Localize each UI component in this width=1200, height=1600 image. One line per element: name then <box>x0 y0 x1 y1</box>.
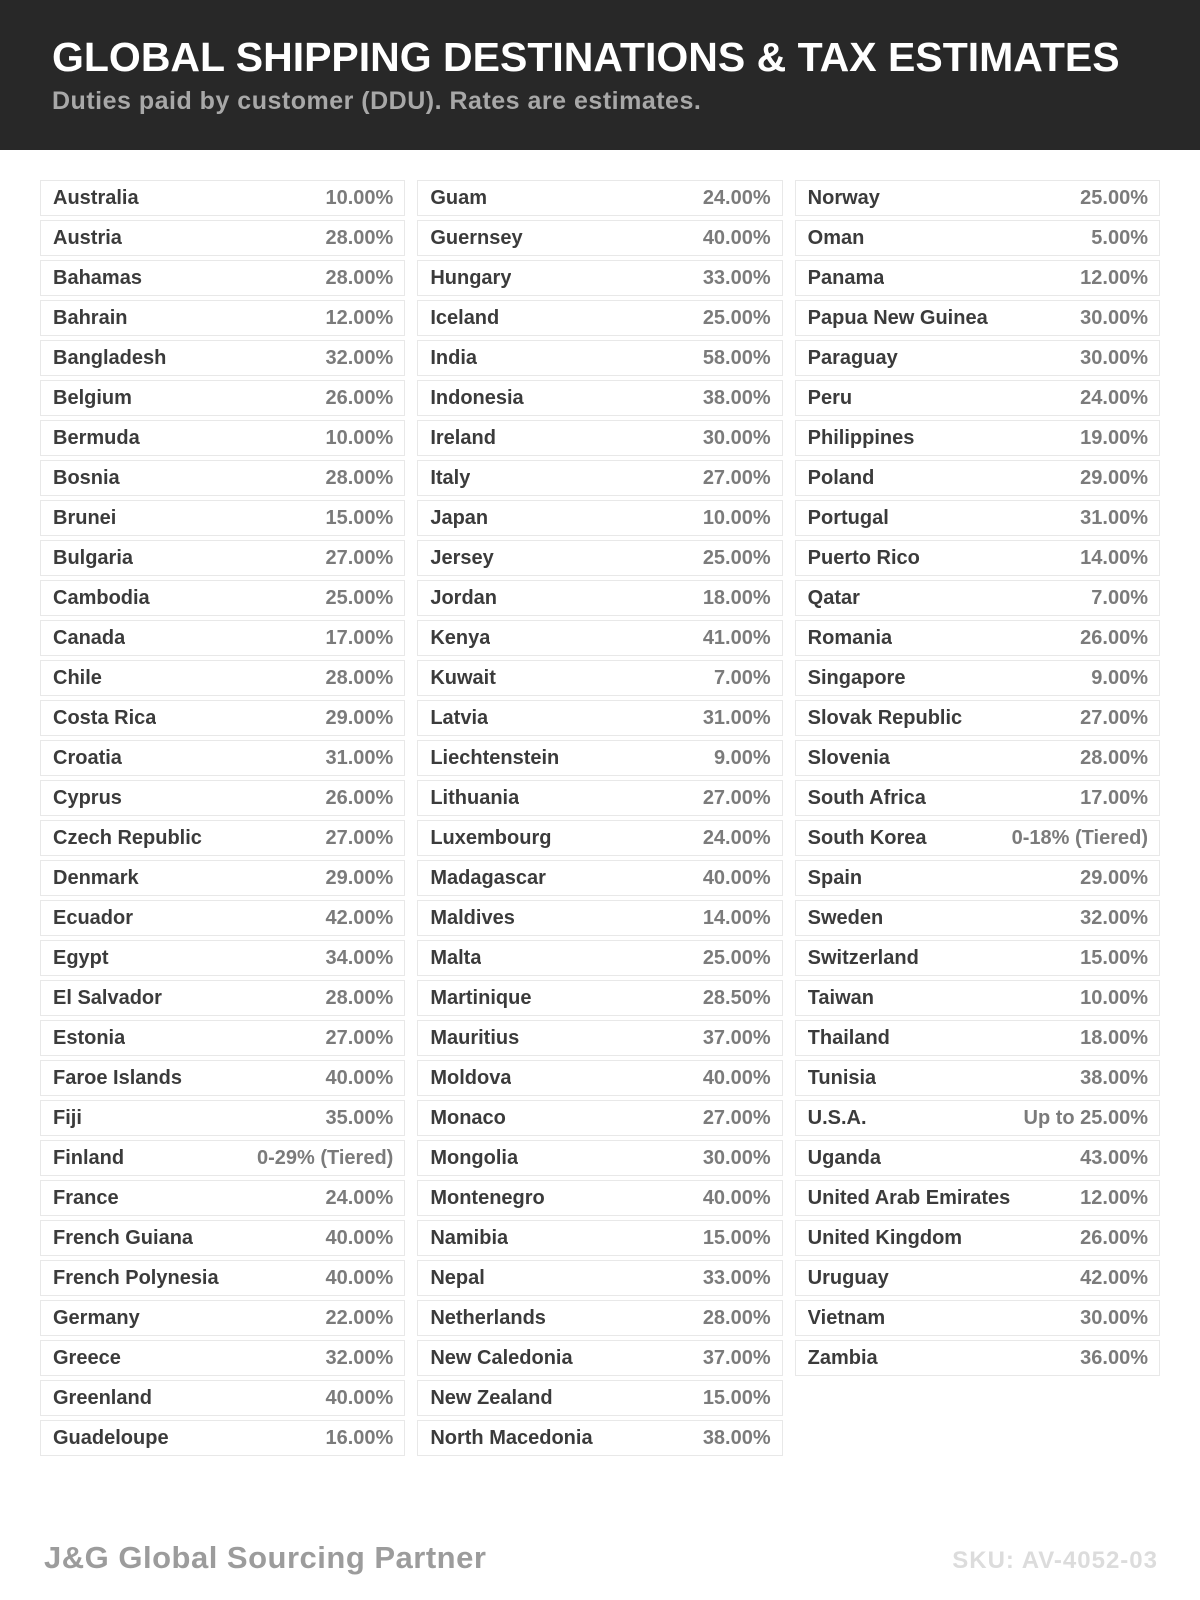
rate-row <box>795 660 1160 696</box>
rate-row <box>40 1060 405 1096</box>
tax-rate: 40.00% <box>325 1066 394 1089</box>
tax-rate: 29.00% <box>325 866 394 889</box>
rate-row <box>795 1140 1160 1176</box>
tax-rate: 38.00% <box>702 386 771 409</box>
tax-rate: 5.00% <box>1091 226 1148 249</box>
tax-rate: Up to 25.00% <box>1023 1106 1148 1129</box>
rate-row <box>417 1420 782 1456</box>
rate-row <box>40 1220 405 1256</box>
tax-rate: 16.00% <box>325 1426 394 1449</box>
rate-row <box>795 980 1160 1016</box>
rate-row <box>40 340 405 376</box>
country-name: Bahrain <box>53 306 128 329</box>
rate-row <box>417 780 782 816</box>
country-name: Bahamas <box>53 266 142 289</box>
rates-column-3 <box>795 180 1160 1460</box>
rate-row <box>795 180 1160 216</box>
rate-row <box>417 940 782 976</box>
rate-row <box>417 900 782 936</box>
tax-rate: 33.00% <box>702 266 771 289</box>
country-name: Bulgaria <box>53 546 134 569</box>
country-name: Chile <box>53 666 102 689</box>
country-name: Greece <box>53 1346 121 1369</box>
rate-row <box>795 220 1160 256</box>
rate-row <box>40 700 405 736</box>
rate-row <box>40 1020 405 1056</box>
country-name: Malta <box>430 946 482 969</box>
rate-row <box>40 660 405 696</box>
country-name: Cambodia <box>53 586 150 609</box>
country-name: Poland <box>807 466 875 489</box>
country-name: Monaco <box>430 1106 506 1129</box>
country-name: Lithuania <box>430 786 520 809</box>
rate-row <box>795 300 1160 336</box>
rate-row <box>795 1100 1160 1136</box>
country-name: Latvia <box>430 706 489 729</box>
tax-rate: 32.00% <box>325 346 394 369</box>
tax-rate: 10.00% <box>702 506 771 529</box>
rate-row <box>417 820 782 856</box>
rate-row <box>40 620 405 656</box>
country-name: Nepal <box>430 1266 485 1289</box>
country-name: Uruguay <box>807 1266 889 1289</box>
tax-rate: 0-18% (Tiered) <box>1011 826 1148 849</box>
tax-rate: 40.00% <box>325 1386 394 1409</box>
tax-rate: 14.00% <box>1080 546 1148 569</box>
country-name: Tunisia <box>807 1066 877 1089</box>
tax-rate: 37.00% <box>702 1026 771 1049</box>
country-name: South Korea <box>807 826 927 849</box>
rate-row <box>417 1260 782 1296</box>
country-name: Mongolia <box>430 1146 519 1169</box>
page-footer <box>0 1540 1200 1576</box>
country-name: Iceland <box>430 306 500 329</box>
country-name: Ireland <box>430 426 496 449</box>
tax-rate: 40.00% <box>325 1226 394 1249</box>
page-subtitle: Duties paid by customer (DDU). Rates are estimates. <box>52 87 702 116</box>
tax-rate: 26.00% <box>325 786 394 809</box>
rate-row <box>417 380 782 416</box>
tax-rate: 28.00% <box>325 466 394 489</box>
tax-rate: 28.00% <box>325 986 394 1009</box>
rate-row <box>40 780 405 816</box>
tax-rate: 38.00% <box>702 1426 771 1449</box>
tax-rate: 27.00% <box>702 466 771 489</box>
rate-row <box>795 1060 1160 1096</box>
tax-rate: 30.00% <box>702 426 771 449</box>
rate-row <box>417 1100 782 1136</box>
tax-rate: 30.00% <box>702 1146 771 1169</box>
country-name: New Caledonia <box>430 1346 573 1369</box>
rate-row <box>417 1380 782 1416</box>
rate-row <box>417 540 782 576</box>
tax-rate: 10.00% <box>325 186 394 209</box>
country-name: Bangladesh <box>53 346 167 369</box>
tax-rate: 24.00% <box>1080 386 1148 409</box>
tax-rate: 25.00% <box>702 946 771 969</box>
tax-rate: 12.00% <box>1080 1186 1148 1209</box>
country-name: United Kingdom <box>807 1226 963 1249</box>
country-name: Denmark <box>53 866 139 889</box>
country-name: Guernsey <box>430 226 523 249</box>
rate-row <box>795 1220 1160 1256</box>
tax-rate: 18.00% <box>1080 1026 1148 1049</box>
country-name: Taiwan <box>807 986 874 1009</box>
page-title: GLOBAL SHIPPING DESTINATIONS & TAX ESTIMATES <box>52 34 1120 80</box>
rate-row <box>795 940 1160 976</box>
rate-row <box>795 1340 1160 1376</box>
rate-row <box>40 1300 405 1336</box>
rate-row <box>795 540 1160 576</box>
rate-row <box>795 340 1160 376</box>
tax-rate: 31.00% <box>325 746 394 769</box>
tax-rate: 58.00% <box>702 346 771 369</box>
rate-row <box>417 1140 782 1176</box>
rate-row <box>417 340 782 376</box>
country-name: Greenland <box>53 1386 152 1409</box>
tax-rate: 36.00% <box>1080 1346 1148 1369</box>
rate-row <box>40 740 405 776</box>
country-name: Vietnam <box>807 1306 886 1329</box>
tax-rate: 7.00% <box>1091 586 1148 609</box>
country-name: Namibia <box>430 1226 509 1249</box>
rate-row <box>40 260 405 296</box>
tax-rate: 0-29% (Tiered) <box>256 1146 394 1169</box>
rates-column-2 <box>417 180 782 1460</box>
rate-row <box>795 820 1160 856</box>
rate-row <box>417 860 782 896</box>
rate-row <box>795 1260 1160 1296</box>
country-name: India <box>430 346 477 369</box>
rate-row <box>417 260 782 296</box>
tax-rate: 19.00% <box>1080 426 1148 449</box>
tax-rate: 25.00% <box>1080 186 1148 209</box>
rate-row <box>417 700 782 736</box>
rate-row <box>40 580 405 616</box>
tax-rate: 25.00% <box>325 586 394 609</box>
page-header <box>0 0 1200 150</box>
tax-rate: 27.00% <box>702 1106 771 1129</box>
country-name: Guadeloupe <box>53 1426 169 1449</box>
tax-rate: 15.00% <box>325 506 394 529</box>
country-name: Oman <box>807 226 865 249</box>
tax-rate: 42.00% <box>1080 1266 1148 1289</box>
country-name: Mauritius <box>430 1026 520 1049</box>
tax-rate: 40.00% <box>702 1066 771 1089</box>
brand-name: J&G Global Sourcing Partner <box>44 1540 487 1575</box>
tax-rate: 31.00% <box>1080 506 1148 529</box>
rate-row <box>40 1380 405 1416</box>
rate-row <box>40 900 405 936</box>
country-name: Finland <box>53 1146 125 1169</box>
tax-rate: 42.00% <box>325 906 394 929</box>
shipping-rates-table <box>0 180 1200 1460</box>
rate-row <box>417 620 782 656</box>
tax-rate: 25.00% <box>702 546 771 569</box>
country-name: Egypt <box>53 946 109 969</box>
tax-rate: 27.00% <box>702 786 771 809</box>
rate-row <box>795 700 1160 736</box>
tax-rate: 29.00% <box>325 706 394 729</box>
country-name: Maldives <box>430 906 515 929</box>
tax-rate: 26.00% <box>1080 626 1148 649</box>
tax-rate: 40.00% <box>702 1186 771 1209</box>
tax-rate: 32.00% <box>325 1346 394 1369</box>
country-name: United Arab Emirates <box>807 1186 1011 1209</box>
tax-rate: 30.00% <box>1080 346 1148 369</box>
country-name: Fiji <box>53 1106 82 1129</box>
country-name: Qatar <box>807 586 860 609</box>
tax-rate: 33.00% <box>702 1266 771 1289</box>
rate-row <box>417 1020 782 1056</box>
tax-rate: 17.00% <box>1080 786 1148 809</box>
country-name: Portugal <box>807 506 889 529</box>
tax-rate: 30.00% <box>1080 306 1148 329</box>
country-name: Guam <box>430 186 488 209</box>
rate-row <box>417 500 782 536</box>
country-name: Canada <box>53 626 126 649</box>
rate-row <box>795 900 1160 936</box>
rate-row <box>417 1060 782 1096</box>
tax-rate: 12.00% <box>1080 266 1148 289</box>
tax-rate: 27.00% <box>325 546 394 569</box>
country-name: Singapore <box>807 666 906 689</box>
rate-row <box>40 820 405 856</box>
country-name: Belgium <box>53 386 132 409</box>
country-name: Thailand <box>807 1026 890 1049</box>
country-name: Panama <box>807 266 885 289</box>
country-name: Romania <box>807 626 893 649</box>
tax-rate: 31.00% <box>702 706 771 729</box>
country-name: Jersey <box>430 546 494 569</box>
rate-row <box>417 420 782 456</box>
country-name: French Guiana <box>53 1226 194 1249</box>
country-name: Zambia <box>807 1346 878 1369</box>
country-name: Slovenia <box>807 746 890 769</box>
country-name: Japan <box>430 506 489 529</box>
tax-rate: 7.00% <box>713 666 771 689</box>
rate-row <box>40 540 405 576</box>
rate-row <box>417 1180 782 1216</box>
rate-row <box>40 1140 405 1176</box>
tax-rate: 27.00% <box>325 1026 394 1049</box>
tax-rate: 9.00% <box>1091 666 1148 689</box>
tax-rate: 10.00% <box>1080 986 1148 1009</box>
rate-row <box>795 420 1160 456</box>
tax-rate: 28.00% <box>702 1306 771 1329</box>
country-name: Bermuda <box>53 426 140 449</box>
rate-row <box>795 620 1160 656</box>
country-name: Luxembourg <box>430 826 552 849</box>
rate-row <box>795 460 1160 496</box>
country-name: Indonesia <box>430 386 524 409</box>
tax-rate: 9.00% <box>713 746 771 769</box>
country-name: Paraguay <box>807 346 898 369</box>
rate-row <box>417 740 782 776</box>
country-name: Czech Republic <box>53 826 202 849</box>
rate-row <box>417 980 782 1016</box>
rate-row <box>40 180 405 216</box>
country-name: New Zealand <box>430 1386 553 1409</box>
tax-rate: 18.00% <box>702 586 771 609</box>
country-name: Montenegro <box>430 1186 545 1209</box>
country-name: Spain <box>807 866 863 889</box>
rate-row <box>40 460 405 496</box>
rate-row <box>417 660 782 696</box>
rate-row <box>417 180 782 216</box>
country-name: Costa Rica <box>53 706 157 729</box>
tax-rate: 32.00% <box>1080 906 1148 929</box>
country-name: Papua New Guinea <box>807 306 988 329</box>
tax-rate: 35.00% <box>325 1106 394 1129</box>
rate-row <box>417 300 782 336</box>
country-name: Estonia <box>53 1026 126 1049</box>
country-name: Puerto Rico <box>807 546 920 569</box>
country-name: Kenya <box>430 626 491 649</box>
country-name: Cyprus <box>53 786 122 809</box>
country-name: Jordan <box>430 586 498 609</box>
tax-rate: 27.00% <box>1080 706 1148 729</box>
tax-rate: 24.00% <box>702 826 771 849</box>
rate-row <box>417 1220 782 1256</box>
rate-row <box>795 580 1160 616</box>
country-name: Kuwait <box>430 666 496 689</box>
tax-rate: 28.00% <box>325 666 394 689</box>
tax-rate: 15.00% <box>702 1386 771 1409</box>
country-name: Madagascar <box>430 866 546 889</box>
country-name: North Macedonia <box>430 1426 593 1449</box>
country-name: Ecuador <box>53 906 134 929</box>
tax-rate: 25.00% <box>702 306 771 329</box>
tax-rate: 24.00% <box>325 1186 394 1209</box>
tax-rate: 27.00% <box>325 826 394 849</box>
country-name: Sweden <box>807 906 884 929</box>
country-name: Austria <box>53 226 122 249</box>
rate-row <box>417 460 782 496</box>
country-name: Liechtenstein <box>430 746 560 769</box>
rate-row <box>40 860 405 896</box>
tax-rate: 40.00% <box>702 226 771 249</box>
rate-row <box>795 380 1160 416</box>
tax-rate: 14.00% <box>702 906 771 929</box>
country-name: Croatia <box>53 746 122 769</box>
rate-row <box>40 1180 405 1216</box>
country-name: Netherlands <box>430 1306 546 1329</box>
tax-rate: 30.00% <box>1080 1306 1148 1329</box>
rate-row <box>40 940 405 976</box>
tax-rate: 17.00% <box>325 626 394 649</box>
rate-row <box>40 1100 405 1136</box>
tax-rate: 28.50% <box>702 986 771 1009</box>
tax-rate: 26.00% <box>325 386 394 409</box>
country-name: El Salvador <box>53 986 162 1009</box>
rate-row <box>40 980 405 1016</box>
country-name: Moldova <box>430 1066 512 1089</box>
rate-row <box>40 1420 405 1456</box>
tax-rate: 41.00% <box>702 626 771 649</box>
country-name: France <box>53 1186 119 1209</box>
country-name: South Africa <box>807 786 926 809</box>
tax-rate: 15.00% <box>1080 946 1148 969</box>
rates-column-1 <box>40 180 405 1460</box>
tax-rate: 28.00% <box>1080 746 1148 769</box>
rate-row <box>40 1340 405 1376</box>
country-name: Uganda <box>807 1146 881 1169</box>
country-name: Bosnia <box>53 466 120 489</box>
rate-row <box>795 740 1160 776</box>
country-name: Switzerland <box>807 946 919 969</box>
rate-row <box>795 500 1160 536</box>
country-name: U.S.A. <box>807 1106 867 1129</box>
country-name: French Polynesia <box>53 1266 219 1289</box>
rate-row <box>417 580 782 616</box>
country-name: Germany <box>53 1306 140 1329</box>
tax-rate: 43.00% <box>1080 1146 1148 1169</box>
tax-rate: 28.00% <box>325 226 394 249</box>
rate-row <box>795 1020 1160 1056</box>
country-name: Martinique <box>430 986 532 1009</box>
rate-row <box>795 860 1160 896</box>
rate-row <box>40 220 405 256</box>
country-name: Australia <box>53 186 139 209</box>
rate-row <box>40 500 405 536</box>
rate-row <box>795 260 1160 296</box>
rate-row <box>40 300 405 336</box>
rate-row <box>417 1340 782 1376</box>
country-name: Peru <box>807 386 853 409</box>
rate-row <box>795 1180 1160 1216</box>
rate-row <box>40 420 405 456</box>
rate-row <box>417 220 782 256</box>
tax-rate: 22.00% <box>325 1306 394 1329</box>
tax-rate: 24.00% <box>702 186 771 209</box>
tax-rate: 40.00% <box>702 866 771 889</box>
rate-row <box>417 1300 782 1336</box>
country-name: Hungary <box>430 266 512 289</box>
tax-rate: 34.00% <box>325 946 394 969</box>
country-name: Faroe Islands <box>53 1066 182 1089</box>
tax-rate: 29.00% <box>1080 466 1148 489</box>
tax-rate: 29.00% <box>1080 866 1148 889</box>
tax-rate: 10.00% <box>325 426 394 449</box>
rate-row <box>795 780 1160 816</box>
tax-rate: 26.00% <box>1080 1226 1148 1249</box>
tax-rate: 38.00% <box>1080 1066 1148 1089</box>
country-name: Norway <box>807 186 880 209</box>
tax-rate: 28.00% <box>325 266 394 289</box>
rate-row <box>795 1300 1160 1336</box>
sku-label: SKU: AV-4052-03 <box>952 1547 1158 1574</box>
rate-row <box>40 1260 405 1296</box>
tax-rate: 40.00% <box>325 1266 394 1289</box>
country-name: Philippines <box>807 426 915 449</box>
tax-rate: 15.00% <box>702 1226 771 1249</box>
country-name: Slovak Republic <box>807 706 963 729</box>
tax-rate: 37.00% <box>702 1346 771 1369</box>
tax-rate: 12.00% <box>325 306 394 329</box>
rate-row <box>40 380 405 416</box>
country-name: Brunei <box>53 506 117 529</box>
country-name: Italy <box>430 466 471 489</box>
